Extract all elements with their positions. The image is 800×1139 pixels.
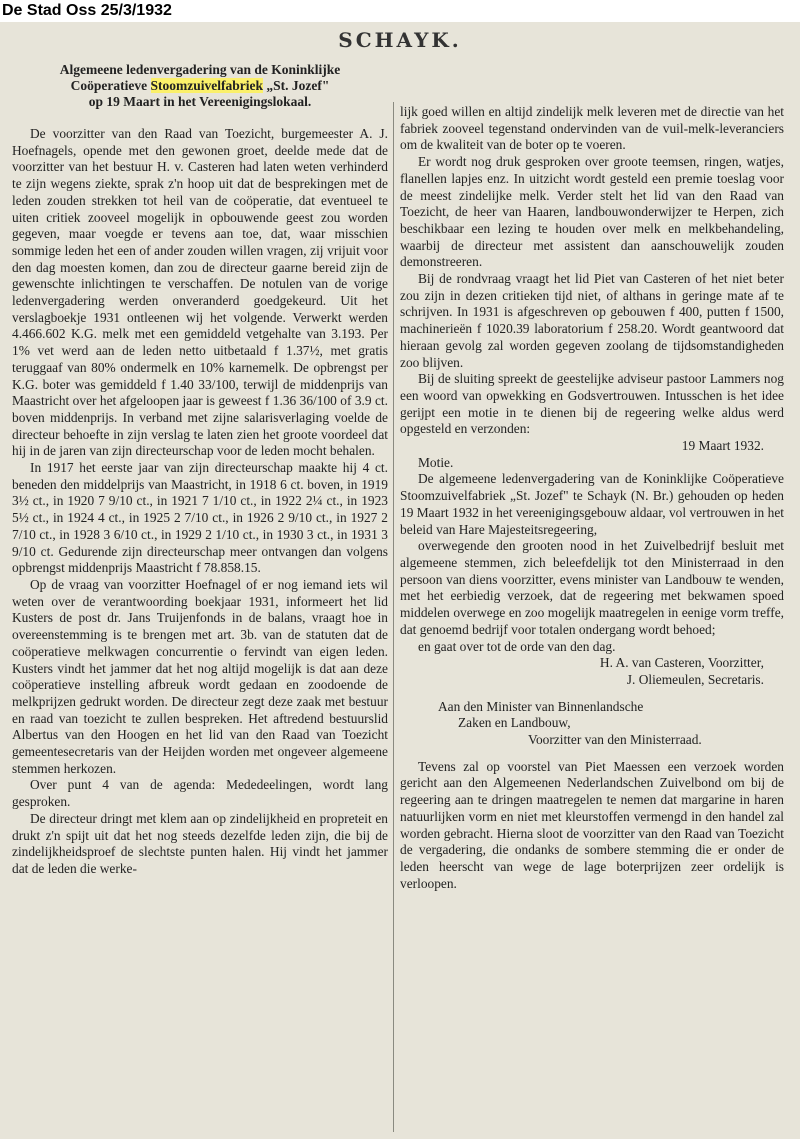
heading-line-2-pre: Coöperatieve <box>70 78 151 93</box>
paragraph: De algemeene ledenvergadering van de Koninklijke Coöperatieve Stoomzuivelfabriek „St. Jozef" te Schayk (N. Br.) gehouden op heden 19 Maart 1932 in het vereenigingsgebouw aldaar, vol vertrouwen in het beleid van Hare Majesteitsregeering, <box>400 471 784 537</box>
address-line-3: Voorzitter van den Ministerraad. <box>528 732 702 748</box>
paragraph: Tevens zal op voorstel van Piet Maessen een verzoek worden gericht aan den Algemeenen Nederlandschen Zuivelbond om bij de regeering aan te dringen maatregelen te nemen dat margarine in haren natuurlijken vorm en niet met kleurstoffen vermengd in den handel zal worden gebracht. Hierna sloot de voorzitter van den Raad van Toezicht de vergadering, die ondanks de sombere stemming die er onder de leden heerscht van wege de lage boterprijzen zeer ordelijk is verloopen. <box>400 758 784 891</box>
motion-date: 19 Maart 1932. <box>681 438 764 454</box>
paragraph: en gaat over tot de orde van den dag. <box>418 638 616 654</box>
paragraph: Over punt 4 van de agenda: Mededeelingen, wordt lang gesproken. <box>12 777 388 810</box>
heading-line-3: op 19 Maart in het Vereenigingslokaal. <box>88 94 312 109</box>
highlighted-word: Stoomzuivelfabriek <box>150 78 263 93</box>
source-label: De Stad Oss 25/3/1932 <box>2 2 172 19</box>
heading-line-2-post: „St. Jozef" <box>263 78 330 93</box>
paragraph: overwegende den grooten nood in het Zuivelbedrijf besluit met algemeene stemmen, zich beleefdelijk tot den Ministerraad in den persoon van diens voorzitter, evens minister van Landbouw te wenden, met het eerbiedig verzoek, dat de regeering met bekwamen spoed middelen overwege en zoo mogelijk maatregelen in eenige vorm treffe, dat genoemd bedrijf voor totalen ondergang wordt behoed; <box>400 538 784 637</box>
paragraph: De directeur dringt met klem aan op zindelijkheid en propreteit en drukt z'n spijt uit dat het nog steeds dezelfde leden zijn, die bij de zindelijkheidsproef de slechtste punten halen. Hij vindt het jammer dat de leden die werke- <box>12 810 388 876</box>
paragraph: lijk goed willen en altijd zindelijk melk leveren met de directie van het fabriek zooveel tegenstand ondervinden van de vuil-melk-leveranciers om de kwaliteit van de boter op te voeren. <box>400 104 784 153</box>
motion-label: Motie. <box>418 454 454 470</box>
article-title: SCHAYK. <box>338 28 462 52</box>
heading-line-2 <box>10 78 390 94</box>
signature-secretary: J. Oliemeulen, Secretaris. <box>626 671 764 687</box>
column-divider <box>393 102 394 1132</box>
paragraph: Op de vraag van voorzitter Hoefnagel of er nog iemand iets wil weten over de verantwoording boekjaar 1931, informeert het lid Kusters de post dr. Jans Truijenfonds in de balans, vraagt hoe in overeenstemming is te brengen met art. 3b. van de statuten dat de coöperatieve melkwagen concurrentie o fervindt van eigen leden. Kusters vindt het jammer dat het nog altijd mogelijk is dat aan deze coöperatieve instelling afbreuk wordt gedaan en zoodoende de melkprijzen gedrukt worden. De directeur zegt deze zaak met bestuur en raad van toezicht te zullen bespreken. Het aftredend bestuurslid Albertus van den Hoogen en het lid van den Raad van Toezicht gemeentesecretaris van der Heijden worden met ongeveer algemeene stemmen herkozen. <box>12 576 388 776</box>
left-column <box>12 126 388 878</box>
paragraph: Bij de rondvraag vraagt het lid Piet van Casteren of het niet beter zou zijn in dezen critieken tijd niet, of althans in geringe mate af te schrijven. In 1931 is afgeschreven op gebouwen f 400, putten f 1500, machinerieën f 1020.39 laboratorium f 258.20. Wordt geantwoord dat hieraan gevolg zal worden gegeven zoolang de tijdsomstandigheden zoo blijven. <box>400 271 784 370</box>
address-line-1: Aan den Minister van Binnenlandsche <box>438 698 644 714</box>
paragraph: Er wordt nog druk gesproken over groote teemsen, ringen, watjes, flanellen lapjes enz. In uitzicht wordt gesteld een premie toeslag voor de meest zindelijke melk. Verder stelt het lid van den Raad van Toezicht, de heer van Haaren, landbouwonderwijzer te Herpen, zich beschikbaar een lezing te houden over melk en melkbehandeling, waarbij de directeur met assistent dan aanschouwelijk zouden demonstreeren. <box>400 154 784 270</box>
article-heading <box>10 62 390 110</box>
address-line-2: Zaken en Landbouw, <box>458 715 571 731</box>
paragraph: Bij de sluiting spreekt de geestelijke adviseur pastoor Lammers nog een woord van opwekking en Godsvertrouwen. Intusschen is het idee gerijpt een motie in te dienen bij de regeering welke aldus werd opgesteld en verzonden: <box>400 371 784 437</box>
signature-chairman: H. A. van Casteren, Voorzitter, <box>599 655 764 671</box>
newspaper-clipping <box>0 22 800 1139</box>
right-column <box>400 104 784 892</box>
paragraph: De voorzitter van den Raad van Toezicht, burgemeester A. J. Hoefnagels, opende met den gewonen groet, deelde mede dat de voorzitter van het bestuur H. v. Casteren had laten weten verhinderd te zijn wegens ziekte, sprak z'n hoop uit dat de besprekingen met de leden zouden strekken tot heil van de coöperatie, dat eventueel te uiten critiek zooveel mogelijk in opbouwende geest zou worden gegeven, maar voegde er tevens aan toe, dat, waar misschien sommige leden het een of ander zouden willen vragen, zij vrijuit voor den dag moesten komen, dan zou de directeur gaarne bereid zijn de gewenschte inlichtingen te verschaffen. De notulen van de vorige ledenvergadering werden onveranderd goedgekeurd. Uit het verslagboekje 1931 ontleenen wij het volgende. Verwerkt werden 4.466.602 K.G. melk met een gemiddeld vetgehalte van 3.193. Per 1% vet werd aan de leden netto uitbetaald f 1.37½, met gratis teruggaaf van 80% ondermelk en 10% karnemelk. De opbrengst per K.G. boter was gemiddeld f 1.40 33/100, terwijl de middenprijs van Maastricht over het afgeloopen jaar is geweest f 1.36 36/100 of 3.9 ct. boven middenprijs. In verband met zijne salarisverlaging voelde de directeur behoefte in zijn verslag te laten zien het groote voordeel dat hij in de jaren van zijn directeurschap voor de leden mocht behalen. <box>12 126 388 459</box>
paragraph: In 1917 het eerste jaar van zijn directeurschap maakte hij 4 ct. beneden den middelprijs van Maastricht, in 1918 6 ct. boven, in 1919 3½ ct., in 1920 7 9/10 ct., in 1921 7 1/10 ct., in 1922 2¼ ct., in 1923 5½ ct., in 1924 4 ct., in 1925 2 7/10 ct., in 1926 2 9/10 ct., in 1927 2 7/10 ct., in 1928 3 6/10 ct., in 1929 2 1/10 ct., in 1930 3 ct., in 1931 3 9/10 ct. Gedurende zijn directeurschap meer ontvangen dan volgens opbrengst middenprijs Maastricht f 78.858.15. <box>12 460 388 576</box>
heading-line-1: Algemeene ledenvergadering van de Koninklijke <box>59 62 341 77</box>
